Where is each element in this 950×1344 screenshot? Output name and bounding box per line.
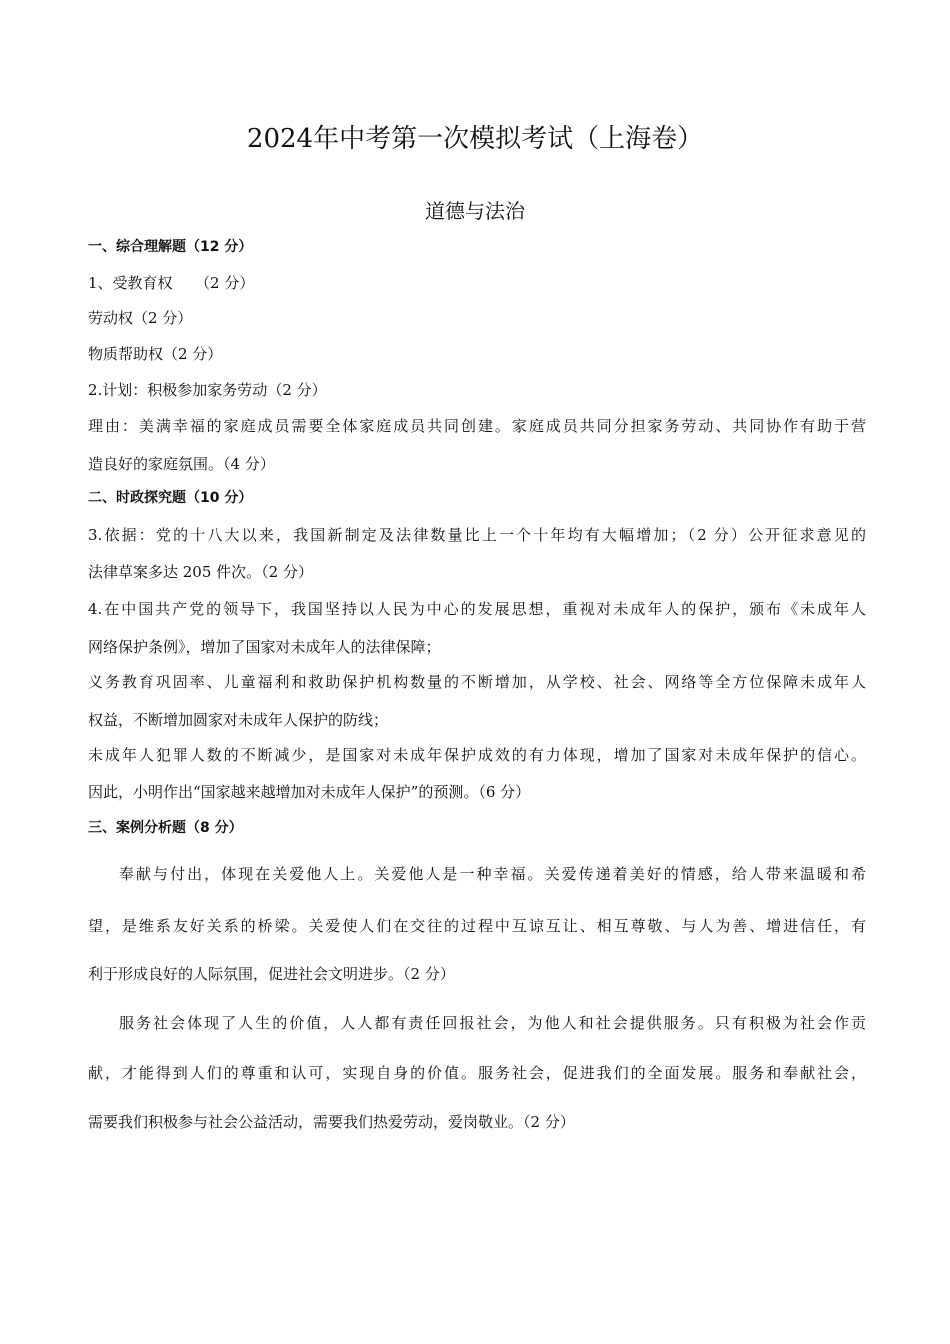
answer-line: 望，是维系友好关系的桥梁。关爱使人们在交往的过程中互谅互让、相互尊敬、与人为善、增进信任，有: [88, 917, 866, 935]
answer-line: 造良好的家庭氛围。（4 分）: [88, 455, 275, 473]
answer-line: 2.计划：积极参加家务劳动（2 分）: [88, 381, 327, 399]
answer-line: 物质帮助权（2 分）: [88, 345, 223, 363]
page-subtitle: 道德与法治: [425, 199, 525, 223]
answer-line: 法律草案多达 205 件次。（2 分）: [88, 563, 313, 581]
answer-line: 义务教育巩固率、儿童福利和救助保护机构数量的不断增加，从学校、社会、网络等全方位保障未成年人: [88, 673, 866, 691]
answer-line: 服务社会体现了人生的价值，人人都有责任回报社会，为他人和社会提供服务。只有积极为社会作贡: [119, 1014, 866, 1032]
answer-line: 献，才能得到人们的尊重和认可，实现自身的价值。服务社会，促进我们的全面发展。服务和奉献社会，: [88, 1064, 866, 1082]
answer-line: 奉献与付出，体现在关爱他人上。关爱他人是一种幸福。关爱传递着美好的情感，给人带来温暖和希: [119, 865, 866, 883]
section-heading-2: 二、时政探究题（10 分）: [88, 490, 253, 506]
answer-line: 未成年人犯罪人数的不断减少，是国家对未成年保护成效的有力体现，增加了国家对未成年保护的信心。: [88, 746, 866, 764]
answer-line: 3.依据：党的十八大以来，我国新制定及法律数量比上一个十年均有大幅增加；（2 分）公开征求意见的: [88, 526, 866, 544]
section-heading-1: 一、综合理解题（12 分）: [88, 239, 253, 255]
answer-line: 网络保护条例》，增加了国家对未成年人的法律保障；: [88, 638, 441, 656]
answer-line: 1、受教育权 （2 分）: [88, 274, 255, 292]
answer-line: 利于形成良好的人际氛围，促进社会文明进步。（2 分）: [88, 965, 455, 983]
answer-line: 需要我们积极参与社会公益活动，需要我们热爱劳动，爱岗敬业。（2 分）: [88, 1113, 575, 1131]
page-title: 2024年中考第一次模拟考试（上海卷）: [246, 124, 704, 154]
answer-line: 4.在中国共产党的领导下，我国坚持以人民为中心的发展思想，重视对未成年人的保护，颁布《未成年人: [88, 600, 866, 618]
section-heading-3: 三、案例分析题（8 分）: [88, 820, 243, 836]
answer-line: 因此，小明作出“国家越来越增加对未成年人保护”的预测。（6 分）: [88, 783, 531, 801]
answer-line: 权益，不断增加圆家对未成年人保护的防线；: [88, 711, 389, 729]
answer-line: 理由：美满幸福的家庭成员需要全体家庭成员共同创建。家庭成员共同分担家务劳动、共同协作有助于营: [88, 417, 866, 435]
answer-line: 劳动权（2 分）: [88, 309, 193, 327]
